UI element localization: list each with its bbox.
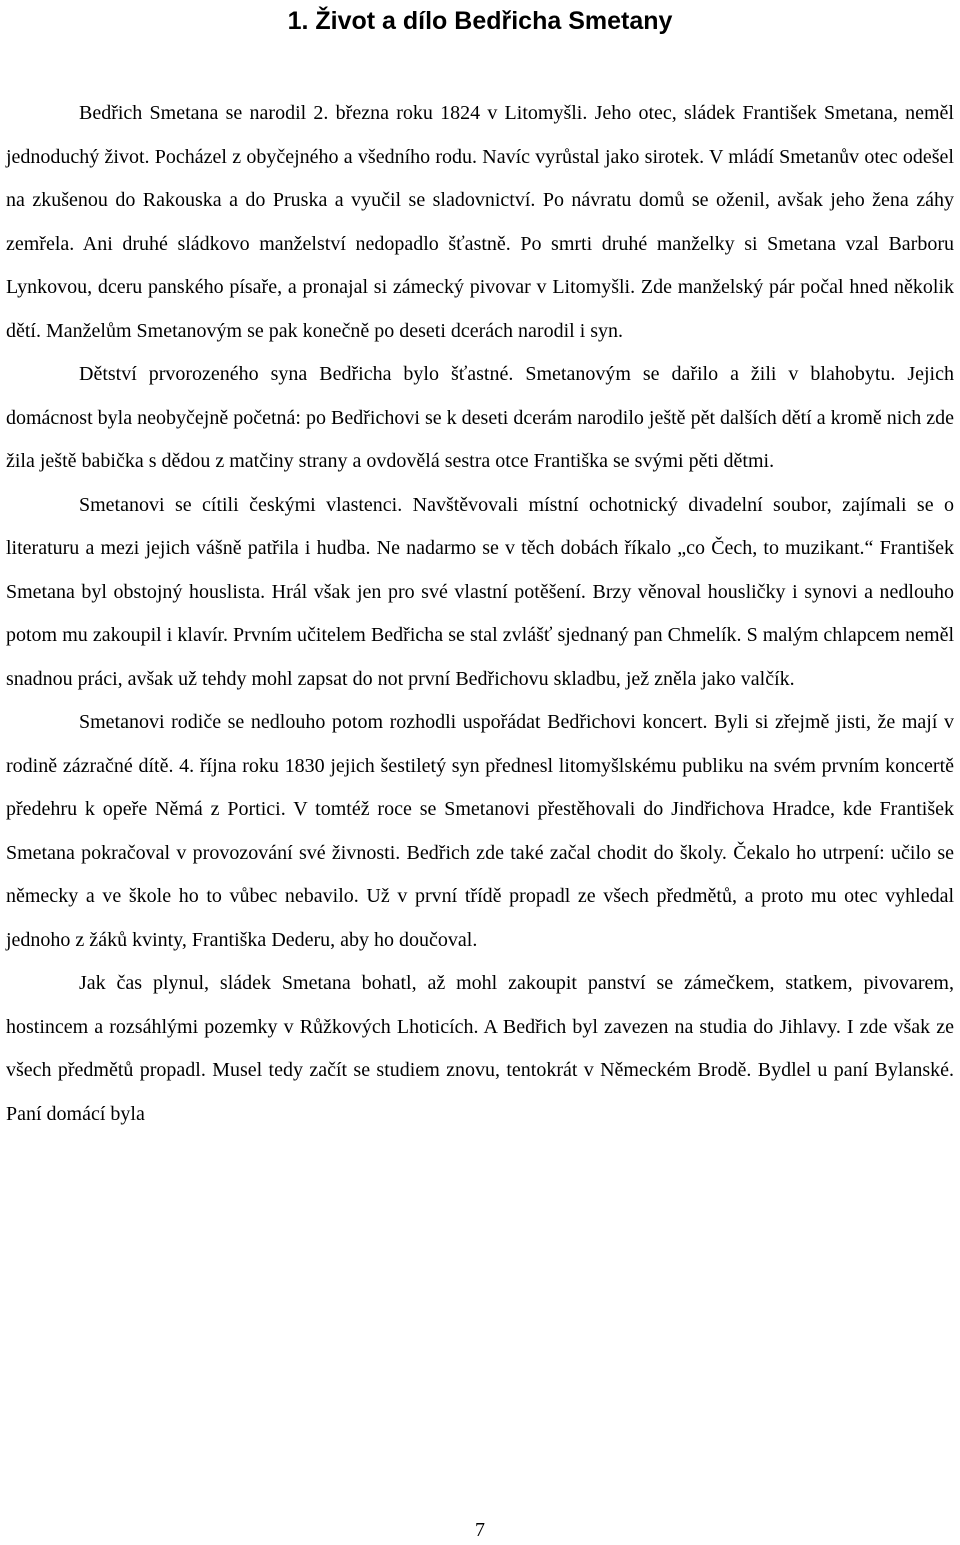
chapter-title: 1. Život a dílo Bedřicha Smetany — [287, 7, 673, 35]
paragraph-2: Dětství prvorozeného syna Bedřicha bylo šťastné. Smetanovým se dařilo a žili v blahobytu. Jejich domácnost byla neobyčejně početná: po Bedřichovi se k deseti dcerám narodilo ještě pět dalších dětí a kromě nich zde žila ještě babička s dědou z matčiny strany a ovdovělá sestra otce Františka se svými pěti dětmi. — [6, 363, 954, 472]
body-text — [6, 92, 954, 1136]
paragraph-4: Smetanovi rodiče se nedlouho potom rozhodli uspořádat Bedřichovi koncert. Byli si zřejmě jisti, že mají v rodině zázračné dítě. 4. října roku 1830 jejich šestiletý syn přednesl litomyšlskému publiku na svém prvním koncertě předehru k opeře Němá z Portici. V tomtéž roce se Smetanovi přestěhovali do Jindřichova Hradce, kde František Smetana pokračoval v provozování své živnosti. Bedřich zde také začal chodit do školy. Čekalo ho utrpení: učilo se německy a ve škole ho to vůbec nebavilo. Už v první třídě propadl ze všech předmětů, a proto mu otec vyhledal jednoho z žáků kvinty, Františka Dederu, aby ho doučoval. — [6, 711, 954, 951]
paragraph-5: Jak čas plynul, sládek Smetana bohatl, až mohl zakoupit panství se zámečkem, statkem, pivovarem, hostincem a rozsáhlými pozemky v Růžkových Lhoticích. A Bedřich byl zavezen na studia do Jihlavy. I zde však ze všech předmětů propadl. Musel tedy začít se studiem znovu, tentokrát v Německém Brodě. Bydlel u paní Bylanské. Paní domácí byla — [6, 972, 954, 1125]
paragraph-3: Smetanovi se cítili českými vlastenci. Navštěvovali místní ochotnický divadelní soubor, zajímali se o literaturu a mezi jejich vášně patřila i hudba. Ne nadarmo se v těch dobách říkalo „co Čech, to muzikant.“ František Smetana byl obstojný houslista. Hrál však jen pro své vlastní potěšení. Brzy věnoval housličky i synovi a nedlouho potom mu zakoupil i klavír. Prvním učitelem Bedřicha se stal zvlášť sjednaný pan Chmelík. S malým chlapcem neměl snadnou práci, avšak už tehdy mohl zapsat do not první Bedřichovu skladbu, jež zněla jako valčík. — [6, 493, 954, 690]
page-number: 7 — [475, 1519, 485, 1541]
paragraph-1: Bedřich Smetana se narodil 2. března roku 1824 v Litomyšli. Jeho otec, sládek František Smetana, neměl jednoduchý život. Pocházel z obyčejného a všedního rodu. Navíc vyrůstal jako sirotek. V mládí Smetanův otec odešel na zkušenou do Rakouska a do Pruska a vyučil se sladovnictví. Po návratu domů se oženil, avšak jeho žena záhy zemřela. Ani druhé sládkovo manželství nedopadlo šťastně. Po smrti druhé manželky si Smetana vzal Barboru Lynkovou, dceru panského písaře, a pronajal si zámecký pivovar v Litomyšli. Zde manželský pár počal hned několik dětí. Manželům Smetanovým se pak konečně po deseti dcerách narodil i syn. — [6, 102, 954, 342]
